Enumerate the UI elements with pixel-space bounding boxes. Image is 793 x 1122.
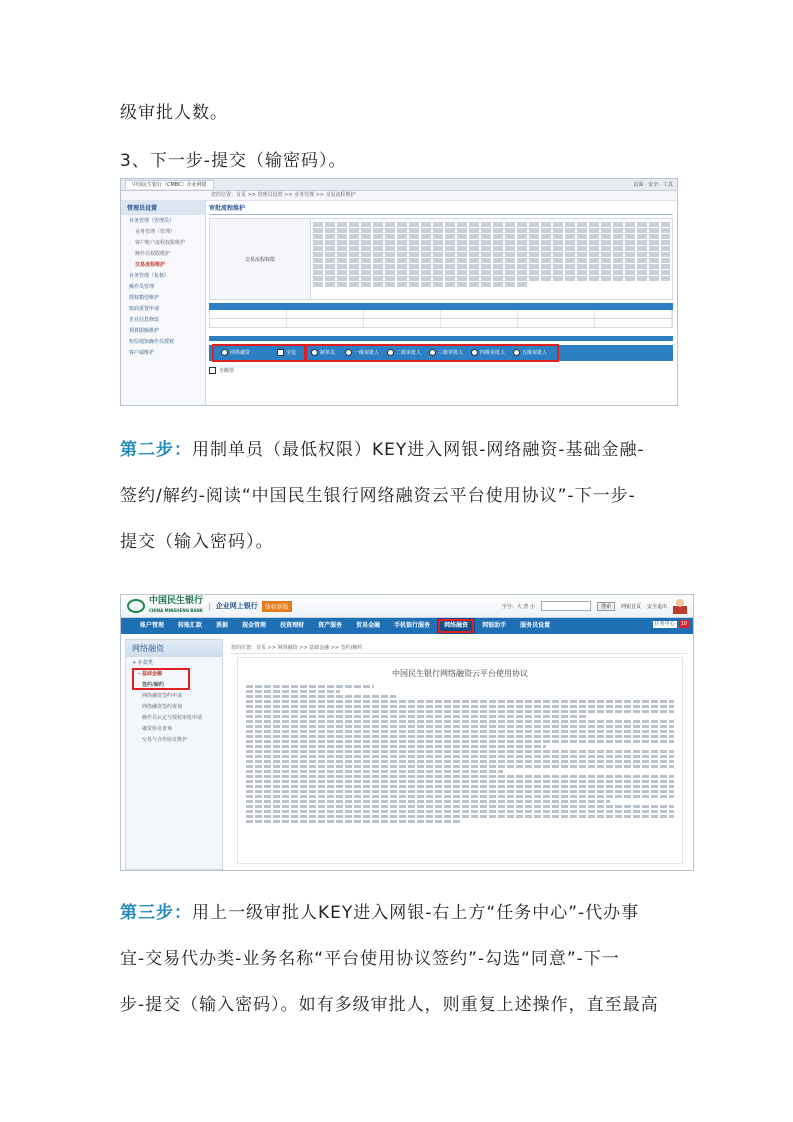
sidebar-item[interactable]: 密码重置申请 — [129, 306, 160, 312]
sidebar-item[interactable]: 企业信息修改 — [129, 317, 160, 323]
step-label: 第二步： — [120, 440, 192, 460]
sidebar — [121, 200, 206, 405]
option-approver-3[interactable]: 三级审批人 — [429, 349, 463, 356]
text-line: 级审批人数。 — [120, 103, 228, 123]
avatar — [673, 598, 687, 614]
logout-link[interactable]: 安全退出 — [646, 603, 667, 610]
sidebar-item[interactable]: 授权模型维护 — [129, 295, 160, 301]
text-line: 宜-交易代办类-业务名称“平台使用协议签约”-勾选“同意”-下一 — [120, 949, 620, 969]
nav-item[interactable]: 贸易金融 — [356, 622, 381, 629]
browser-bar — [121, 179, 677, 191]
nav-item[interactable]: 资产服务 — [318, 622, 343, 629]
checkbox-row[interactable]: 全额票 — [209, 367, 673, 374]
bank-logo: 中国民生银行 CHINA MINSHENG BANK — [149, 596, 204, 613]
task-center-label: 任务中心 — [654, 620, 675, 627]
sidebar-item[interactable]: 客户端维护 — [129, 350, 155, 356]
section-bar — [209, 336, 673, 341]
nav-item[interactable]: 手机银行服务 — [394, 622, 431, 629]
browser-tab: 中国民生银行（CMBC）企业网银 — [125, 180, 214, 189]
screenshot-approval-flow — [120, 178, 678, 406]
nav-item[interactable]: 服务员设置 — [520, 622, 551, 629]
screenshot-network-finance — [120, 594, 694, 871]
nav-item-network-finance[interactable]: 网络融资 — [437, 618, 475, 634]
sidebar-title: 网络融资 — [126, 640, 222, 657]
sidebar-item[interactable]: 业务管理（复核） — [129, 273, 170, 279]
panel-title: 审批流程维护 — [209, 203, 673, 215]
approval-options-bar — [209, 345, 673, 361]
highlight-box — [212, 344, 306, 362]
nav-item[interactable]: 现金管理 — [242, 622, 267, 629]
breadcrumb: 您的位置：首页 >> 网络融资 >> 基础金融 >> 签约/解约 — [231, 644, 687, 654]
main-panel — [209, 203, 673, 405]
option-approver-2[interactable]: 二级审批人 — [387, 349, 421, 356]
field-label: 交易流程权限 — [210, 219, 311, 299]
text-line: 签约/解约-阅读“中国民生银行网络融资云平台使用协议”-下一步- — [120, 486, 636, 506]
search-input[interactable] — [541, 601, 591, 611]
text-line: 第三步：用上一级审批人KEY进入网银-右上方“任务中心”-代办事 — [120, 903, 640, 923]
text-line: 提交（输入密码）。 — [120, 532, 274, 552]
nav-item[interactable]: 网银助手 — [482, 622, 507, 629]
option-approver-4[interactable]: 四级审批人 — [471, 349, 505, 356]
sidebar-item[interactable]: 操作员认定与授权审批申请 — [142, 715, 203, 721]
sidebar-item[interactable]: + 存款类 — [132, 660, 153, 666]
task-center-button[interactable] — [653, 620, 689, 628]
sidebar-item[interactable]: 业务管理（管理） — [135, 229, 176, 235]
sidebar — [125, 639, 223, 870]
home-link[interactable]: 网银首页 — [620, 603, 641, 610]
sidebar-item[interactable]: 操作员权限维护 — [135, 251, 171, 257]
sidebar-item[interactable]: 操作员管理 — [129, 284, 155, 290]
table-row — [209, 310, 673, 319]
search-button[interactable]: 搜索 — [597, 602, 615, 611]
nav-item[interactable]: 票据 — [216, 622, 229, 629]
agreement-document[interactable] — [237, 657, 683, 864]
breadcrumb: 您的位置：首页 >> 管理员设置 >> 业务管理 >> 交易流程维护 — [121, 191, 677, 201]
sidebar-item[interactable]: 短信通知操作员授权 — [129, 339, 175, 345]
sidebar-item[interactable]: 交易与合作协议维护 — [142, 737, 188, 743]
permission-list — [311, 219, 672, 299]
sidebar-item[interactable]: 融资协议查询 — [142, 726, 173, 732]
highlight-box — [438, 619, 474, 633]
new-version-button[interactable]: 体验新版 — [262, 601, 292, 612]
main-nav — [121, 618, 693, 634]
option-select-all[interactable]: 全选 — [277, 349, 296, 356]
option-approver-1[interactable]: 一级审批人 — [345, 349, 379, 356]
table-header — [209, 303, 673, 310]
sidebar-item[interactable]: 客户账户流程权限维护 — [135, 240, 186, 246]
sidebar-item-active[interactable]: 交易流程维护 — [135, 262, 166, 268]
nav-item[interactable]: 投资理财 — [280, 622, 305, 629]
bank-header: 中国民生银行 CHINA MINSHENG BANK | 企业网上银行 体验新版 字号：大 普 小 搜索 网银首页 安全退出 — [121, 595, 693, 618]
text-line: 3、下一步-提交（输密码）。 — [120, 151, 347, 171]
option-network-finance[interactable]: 网络融资 — [221, 349, 250, 356]
task-count-badge: 10 — [680, 621, 687, 627]
nav-item[interactable]: 转账汇款 — [178, 622, 203, 629]
highlight-box — [305, 344, 559, 362]
sidebar-item[interactable]: 网络融资签约查询 — [142, 704, 183, 710]
sidebar-item[interactable]: 业务管理（管理员） — [129, 218, 175, 224]
sidebar-item[interactable]: 预算限额维护 — [129, 328, 160, 334]
sidebar-title: 管理员设置 — [121, 200, 205, 215]
bank-logo-icon — [127, 599, 145, 613]
sidebar-item-sign-unsign[interactable]: 签约/解约 — [142, 682, 164, 688]
font-size-switch[interactable]: 字号：大 普 小 — [501, 603, 535, 610]
agreement-title: 中国民生银行网络融资云平台使用协议 — [392, 669, 528, 678]
bank-title: 企业网上银行 — [215, 602, 258, 610]
sidebar-item-basic-finance[interactable]: - 基础金融 — [138, 671, 162, 677]
highlight-box — [132, 668, 190, 690]
sidebar-item[interactable]: 网络融资签约申请 — [142, 693, 183, 699]
permission-grid — [209, 218, 673, 300]
option-approver-5[interactable]: 五级审批人 — [513, 349, 547, 356]
step-label: 第三步： — [120, 903, 192, 923]
table-row — [209, 319, 673, 328]
browser-toolbar: 页面 · 安全 · 工具 — [633, 182, 673, 188]
checkbox-icon — [209, 367, 216, 374]
option-maker[interactable]: 制单员 — [311, 349, 335, 356]
nav-item[interactable]: 账户管理 — [140, 622, 165, 629]
text-line: 步-提交（输入密码）。如有多级审批人，则重复上述操作，直至最高 — [120, 995, 659, 1015]
text-line: 第二步：用制单员（最低权限）KEY进入网银-网络融资-基础金融- — [120, 440, 645, 460]
